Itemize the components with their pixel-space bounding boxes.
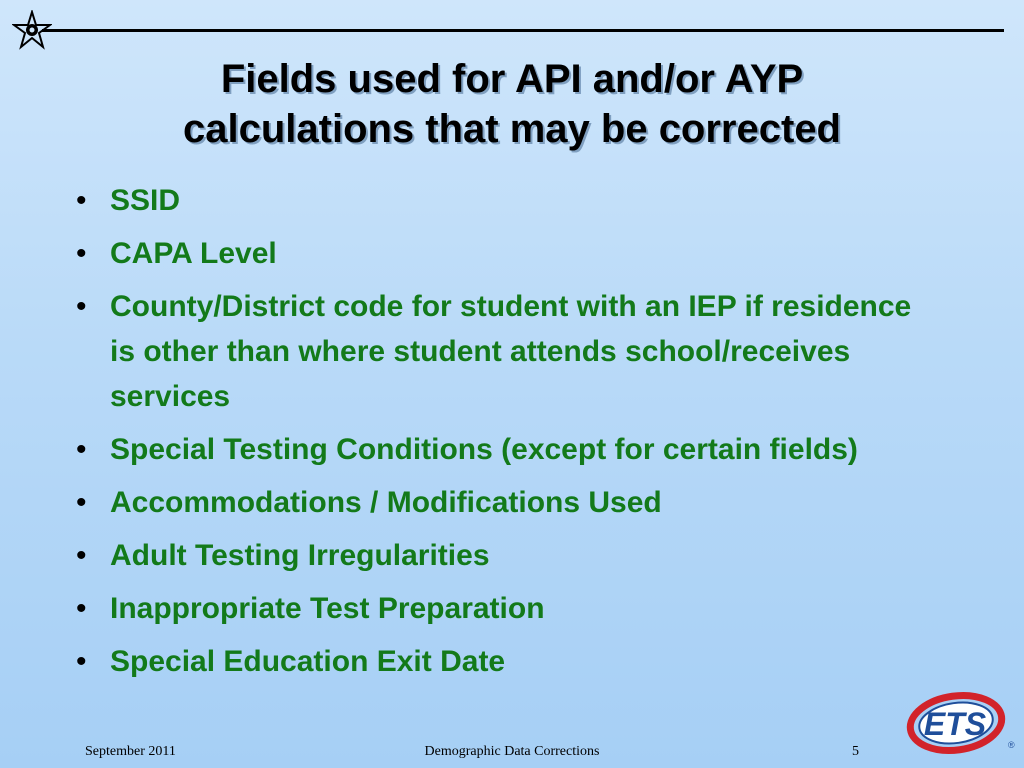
bullet-dot-icon: • xyxy=(76,486,87,519)
bullet-text: Accommodations / Modifications Used xyxy=(110,486,662,519)
bullet-item-ssid xyxy=(70,178,940,223)
bullet-item-capa-level xyxy=(70,231,940,276)
ets-logo-text: ETS xyxy=(923,706,987,742)
bullet-dot-icon: • xyxy=(76,645,87,678)
bullet-item-county-district-code xyxy=(70,284,940,419)
bullet-item-accommodations xyxy=(70,480,940,525)
bullet-text: CAPA Level xyxy=(110,237,277,270)
registered-mark: ® xyxy=(1008,740,1015,750)
footer-date: September 2011 xyxy=(85,744,176,759)
bullet-list xyxy=(70,178,940,692)
bullet-item-adult-testing-irregularities xyxy=(70,533,940,578)
bullet-text: Special Testing Conditions (except for certain fields) xyxy=(110,433,858,466)
ets-logo xyxy=(904,686,1016,758)
bullet-item-special-education-exit-date xyxy=(70,639,940,684)
bullet-dot-icon: • xyxy=(76,184,87,217)
bullet-text: Adult Testing Irregularities xyxy=(110,539,490,572)
bullet-dot-icon: • xyxy=(76,539,87,572)
slide-title xyxy=(40,54,984,154)
bullet-item-special-testing-conditions xyxy=(70,427,940,472)
bullet-text: SSID xyxy=(110,184,181,217)
bullet-text: Special Education Exit Date xyxy=(110,645,506,678)
footer-title: Demographic Data Corrections xyxy=(424,744,600,759)
bullet-text: County/District code for student with an IEP if residence is other than where student attends school/receives services xyxy=(110,290,912,413)
bullet-dot-icon: • xyxy=(76,237,87,270)
bullet-dot-icon: • xyxy=(76,433,87,466)
bullet-text: Inappropriate Test Preparation xyxy=(110,592,545,625)
footer-page-number: 5 xyxy=(852,744,859,759)
slide-title-line-2: calculations that may be corrected xyxy=(182,107,841,151)
bullet-dot-icon: • xyxy=(76,592,87,625)
slide-title-line-1: Fields used for API and/or AYP xyxy=(220,57,804,101)
top-divider-line xyxy=(42,29,1004,32)
bullet-dot-icon: • xyxy=(76,290,87,323)
bullet-item-inappropriate-test-preparation xyxy=(70,586,940,631)
